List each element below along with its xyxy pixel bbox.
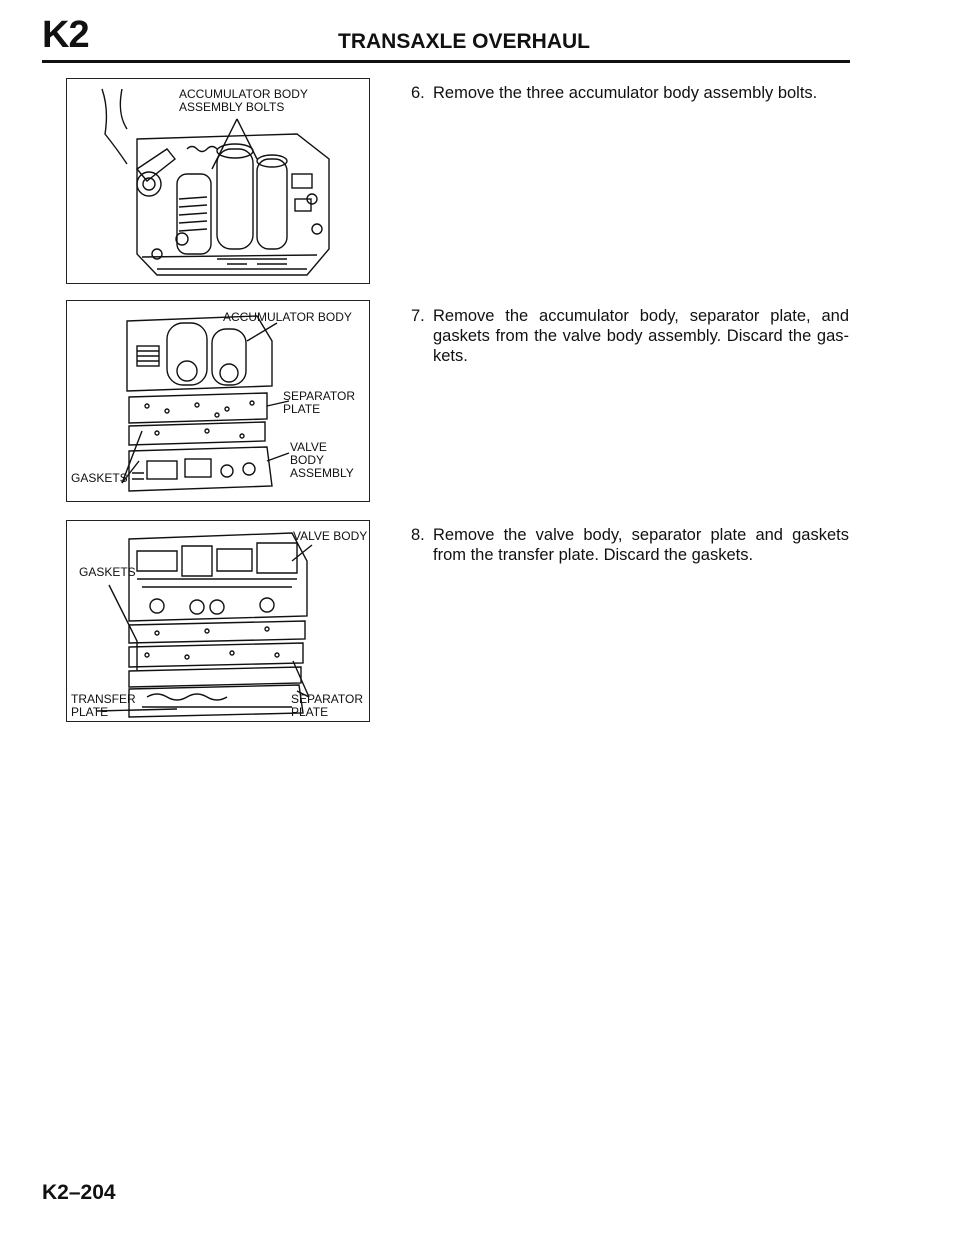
label-valve-body-assembly: VALVE BODY ASSEMBLY: [290, 440, 354, 480]
label-separator-plate-bottom: SEPARATOR PLATE: [291, 692, 364, 719]
label-gaskets: GASKETS: [71, 471, 128, 485]
step-text: Remove the valve body, separator plate and gaskets from the transfer plate. Discard the gaskets.: [433, 526, 849, 564]
step-text: Remove the three accumulator body assembly bolts.: [433, 84, 818, 102]
step-number: 7.: [411, 307, 425, 325]
valve-body-exploded-illustration: [67, 521, 369, 721]
figure-valve-body-exploded: [66, 520, 370, 722]
step-number: 6.: [411, 84, 425, 102]
label-gaskets-top: GASKETS: [79, 565, 136, 579]
label-transfer-plate: TRANSFER PLATE: [71, 692, 136, 719]
step-text: Remove the accumulator body, separator plate, and gaskets from the valve body assembly. Discard the gas- kets.: [433, 307, 849, 365]
section-code: K2: [42, 14, 89, 56]
figure-accumulator-bolts: [66, 78, 370, 284]
label-accumulator-body-bolts: ACCUMULATOR BODY ASSEMBLY BOLTS: [179, 87, 308, 114]
header-rule: [42, 60, 850, 63]
label-accumulator-body: ACCUMULATOR BODY: [223, 310, 352, 324]
page-number: K2–204: [42, 1181, 116, 1204]
label-valve-body: VALVE BODY: [293, 529, 368, 543]
step-number: 8.: [411, 526, 425, 544]
page-title: TRANSAXLE OVERHAUL: [338, 30, 591, 53]
label-separator-plate: SEPARATOR PLATE: [283, 389, 356, 416]
figure-accumulator-exploded: [66, 300, 370, 502]
